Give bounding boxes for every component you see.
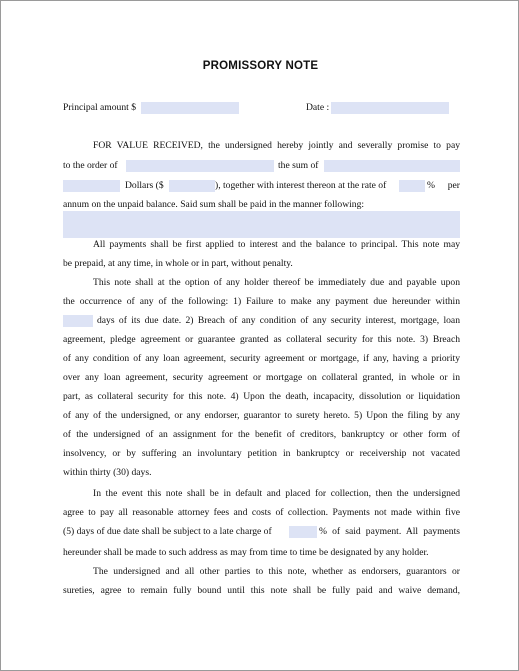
dollars-numeric-field[interactable]: [169, 180, 215, 192]
p4-line1: In the event this note shall be in default and placed for collection, then the undersigned: [93, 488, 460, 499]
p3-line5: of any condition of any loan agreement, security agreement or mortgage, if any, having a priority: [63, 353, 460, 364]
grace-days-field[interactable]: [63, 315, 93, 327]
p3-line3: days of its due date. 2) Breach of any condition of any security interest, mortgage, loan: [97, 315, 460, 326]
p1-interest-text: ), together with interest thereon at the rate of: [215, 180, 387, 191]
p3-line2: the occurrence of any of the following: 1) Failure to make any payment due hereunder within: [63, 296, 460, 307]
p1-line1: FOR VALUE RECEIVED, the undersigned hereby jointly and severally promise to pay: [93, 140, 460, 151]
p5-line2: sureties, agree to remain fully bound until this note shall be fully paid and waive demand,: [63, 585, 460, 596]
p4-late-charge-text: (5) days of due date shall be subject to a late charge of: [63, 526, 272, 537]
principal-label: Principal amount $: [63, 102, 137, 113]
date-label: Date :: [306, 102, 330, 113]
p4-line4: hereunder shall be made to such address as may from time to time be designated by any holder.: [63, 547, 429, 558]
p1-line4: annum on the unpaid balance. Said sum shall be paid in the manner following:: [63, 199, 365, 210]
p3-line4: agreement, pledge agreement or guarantee granted as collateral security for this note. 3) Breach: [63, 334, 460, 345]
date-field[interactable]: [331, 102, 449, 114]
p3-line8: of any of the undersigned, or any endorser, guarantor to surety hereto. 5) Upon the filing by any: [63, 410, 460, 421]
payment-terms-field[interactable]: [63, 211, 460, 238]
p5-line1: The undersigned and all other parties to this note, whether as endorsers, guarantors or: [93, 566, 460, 577]
p1-dollars-label: Dollars ($: [125, 180, 164, 191]
p2-line1: All payments shall be first applied to interest and the balance to principal. This note may: [93, 239, 460, 250]
p2-line2: be prepaid, at any time, in whole or in part, without penalty.: [63, 258, 293, 269]
p3-line10: insolvency, or by suffering an involuntary petition in bankruptcy or receivership not vacated: [63, 448, 460, 459]
sum-words-cont-field[interactable]: [63, 180, 120, 192]
p3-line6: over any loan agreement, security agreement or mortgage on collateral granted, in whole or in: [63, 372, 460, 383]
p1-sum-of-label: the sum of: [278, 160, 319, 171]
p4-line2: agree to pay all reasonable attorney fees and costs of collection. Payments not made within five: [63, 507, 460, 518]
payee-field[interactable]: [126, 160, 274, 172]
late-charge-field[interactable]: [289, 526, 317, 538]
interest-rate-field[interactable]: [399, 180, 425, 192]
p4-payment-text: % of said payment. All payments: [319, 526, 460, 537]
p3-line7: part, as collateral security for this note. 4) Upon the death, incapacity, dissolution or liquidation: [63, 391, 460, 402]
p3-line9: of the undersigned of an assignment for the benefit of creditors, bankruptcy or other form of: [63, 429, 460, 440]
sum-words-field[interactable]: [324, 160, 460, 172]
p3-line11: within thirty (30) days.: [63, 467, 152, 478]
p3-line1: This note shall at the option of any holder thereof be immediately due and payable upon: [93, 277, 460, 288]
principal-amount-field[interactable]: [141, 102, 239, 114]
document-title: PROMISSORY NOTE: [202, 60, 319, 72]
p1-order-of-label: to the order of: [63, 160, 118, 171]
p1-per-label: % per: [427, 180, 460, 191]
